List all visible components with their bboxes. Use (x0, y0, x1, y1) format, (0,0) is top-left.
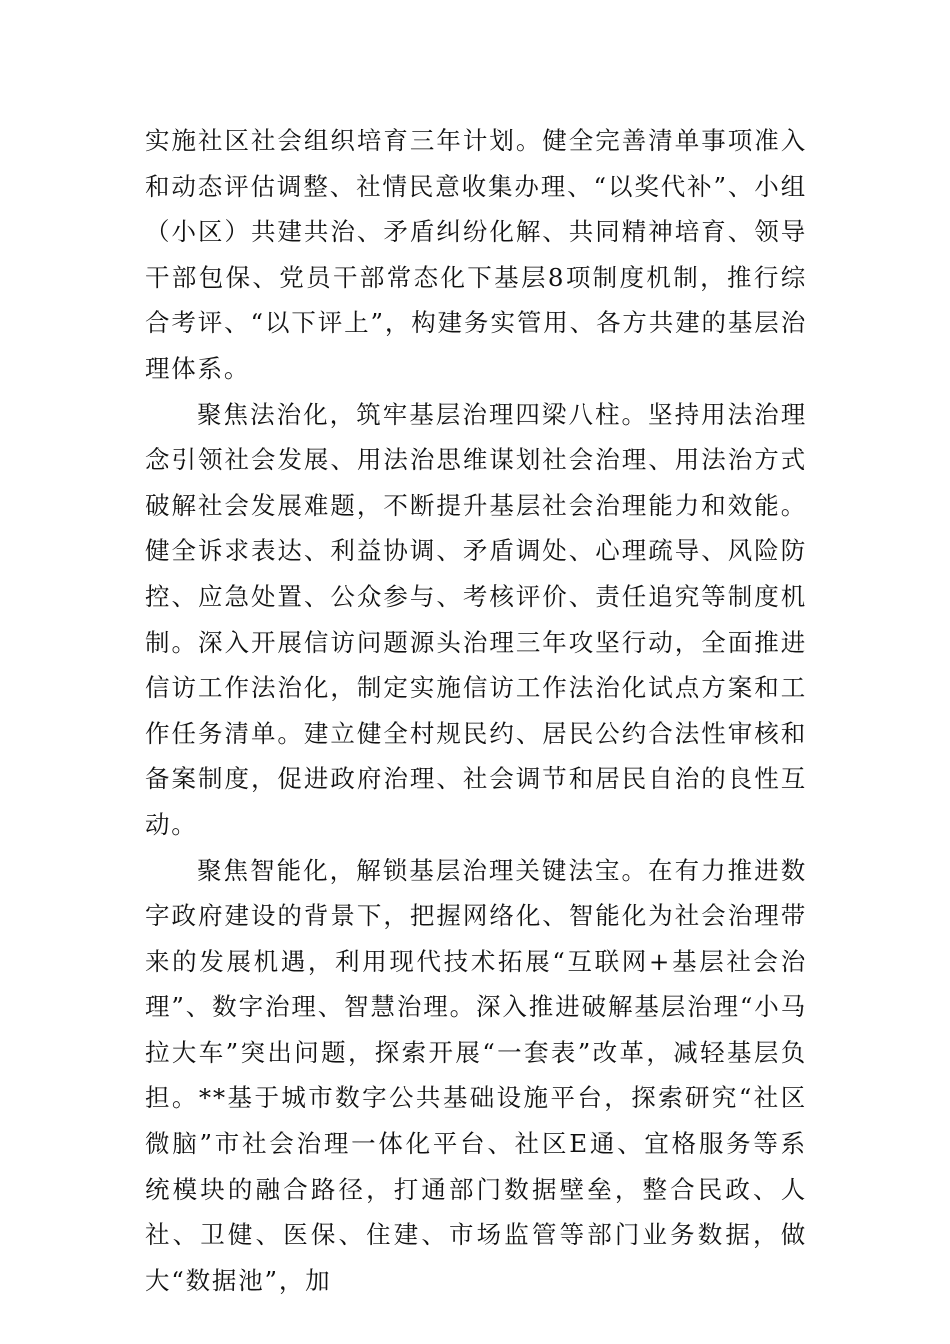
paragraph-intelligence: 聚焦智能化，解锁基层治理关键法宝。在有力推进数字政府建设的背景下，把握网络化、智能化为社会治理带来的发展机遇，利用现代技术拓展“互联网+基层社会治理”、数字治理、智慧治理。深入推进破解基层治理“小马拉大车”突出问题，探索开展“一套表”改革，减轻基层负担。**基于城市数字公共基础设施平台，探索研究“社区微脑”市社会治理一体化平台、社区E通、宜格服务等系统模块的融合路径，打通部门数据壁垒，整合民政、人社、卫健、医保、住建、市场监管等部门业务数据，做大“数据池”，加 (145, 855, 807, 1295)
document-body (145, 118, 807, 1303)
paragraph-community-organizations: 实施社区社会组织培育三年计划。健全完善清单事项准入和动态评估调整、社情民意收集办理、“以奖代补”、小组（小区）共建共治、矛盾纠纷化解、共同精神培育、领导干部包保、党员干部常态化下基层8项制度机制，推行综合考评、“以下评上”，构建务实管用、各方共建的基层治理体系。 (145, 126, 807, 383)
paragraph-rule-of-law: 聚焦法治化，筑牢基层治理四梁八柱。坚持用法治理念引领社会发展、用法治思维谋划社会治理、用法治方式破解社会发展难题，不断提升基层社会治理能力和效能。健全诉求表达、利益协调、矛盾调处、心理疏导、风险防控、应急处置、公众参与、考核评价、责任追究等制度机制。深入开展信访问题源头治理三年攻坚行动，全面推进信访工作法治化，制定实施信访工作法治化试点方案和工作任务清单。建立健全村规民约、居民公约合法性审核和备案制度，促进政府治理、社会调节和居民自治的良性互动。 (145, 399, 807, 839)
